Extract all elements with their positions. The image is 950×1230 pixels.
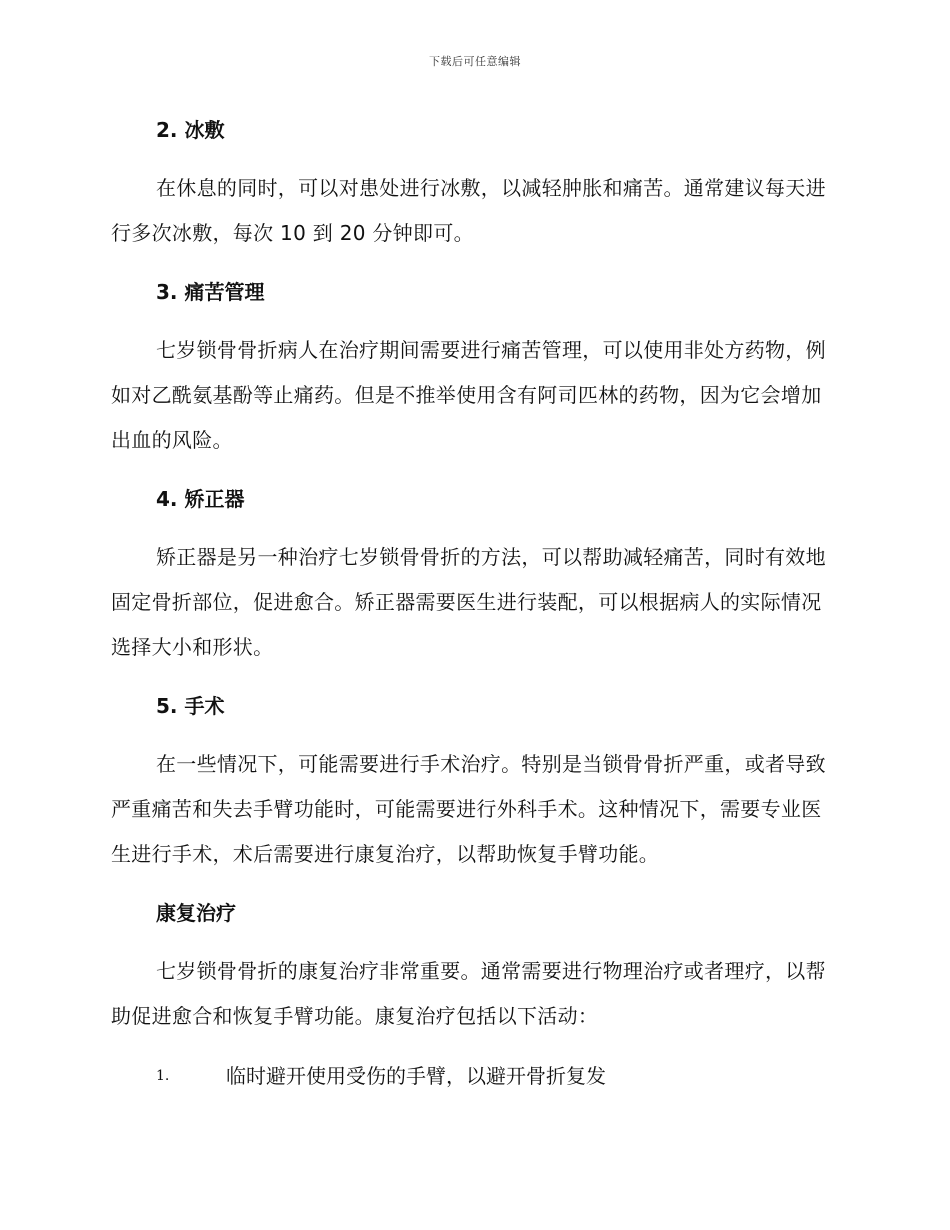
section-paragraph-brace: 矫正器是另一种治疗七岁锁骨骨折的方法，可以帮助减轻痛苦，同时有效地固定骨折部位，促进愈合。矫正器需要医生进行装配，可以根据病人的实际情况选择大小和形状。 xyxy=(111,545,826,659)
section-paragraph-rehab: 七岁锁骨骨折的康复治疗非常重要。通常需要进行物理治疗或者理疗，以帮助促进愈合和恢复手臂功能。康复治疗包括以下活动： xyxy=(111,959,826,1028)
section-heading-ice: 2. 冰敷 xyxy=(156,118,225,142)
list-item-text: 临时避开使用受伤的手臂，以避开骨折复发 xyxy=(226,1064,606,1088)
section-heading-surgery: 5. 手术 xyxy=(156,694,225,718)
section-paragraph-ice: 在休息的同时，可以对患处进行冰敷，以减轻肿胀和痛苦。通常建议每天进行多次冰敷，每次 10 到 20 分钟即可。 xyxy=(111,176,826,245)
section-heading-rehab: 康复治疗 xyxy=(156,901,236,925)
section-heading-brace: 4. 矫正器 xyxy=(156,487,245,511)
list-item-number: 1. xyxy=(156,1068,170,1084)
section-heading-pain: 3. 痛苦管理 xyxy=(156,280,265,304)
section-paragraph-surgery: 在一些情况下，可能需要进行手术治疗。特别是当锁骨骨折严重，或者导致严重痛苦和失去手臂功能时，可能需要进行外科手术。这种情况下，需要专业医生进行手术，术后需要进行康复治疗，以帮助恢复手臂功能。 xyxy=(111,752,826,866)
list-item xyxy=(111,1061,833,1091)
page-header: 下载后可任意编辑 xyxy=(429,55,521,68)
document-body xyxy=(111,108,833,1091)
section-paragraph-pain: 七岁锁骨骨折病人在治疗期间需要进行痛苦管理，可以使用非处方药物，例如对乙酰氨基酚等止痛药。但是不推举使用含有阿司匹林的药物，因为它会增加出血的风险。 xyxy=(111,338,826,452)
